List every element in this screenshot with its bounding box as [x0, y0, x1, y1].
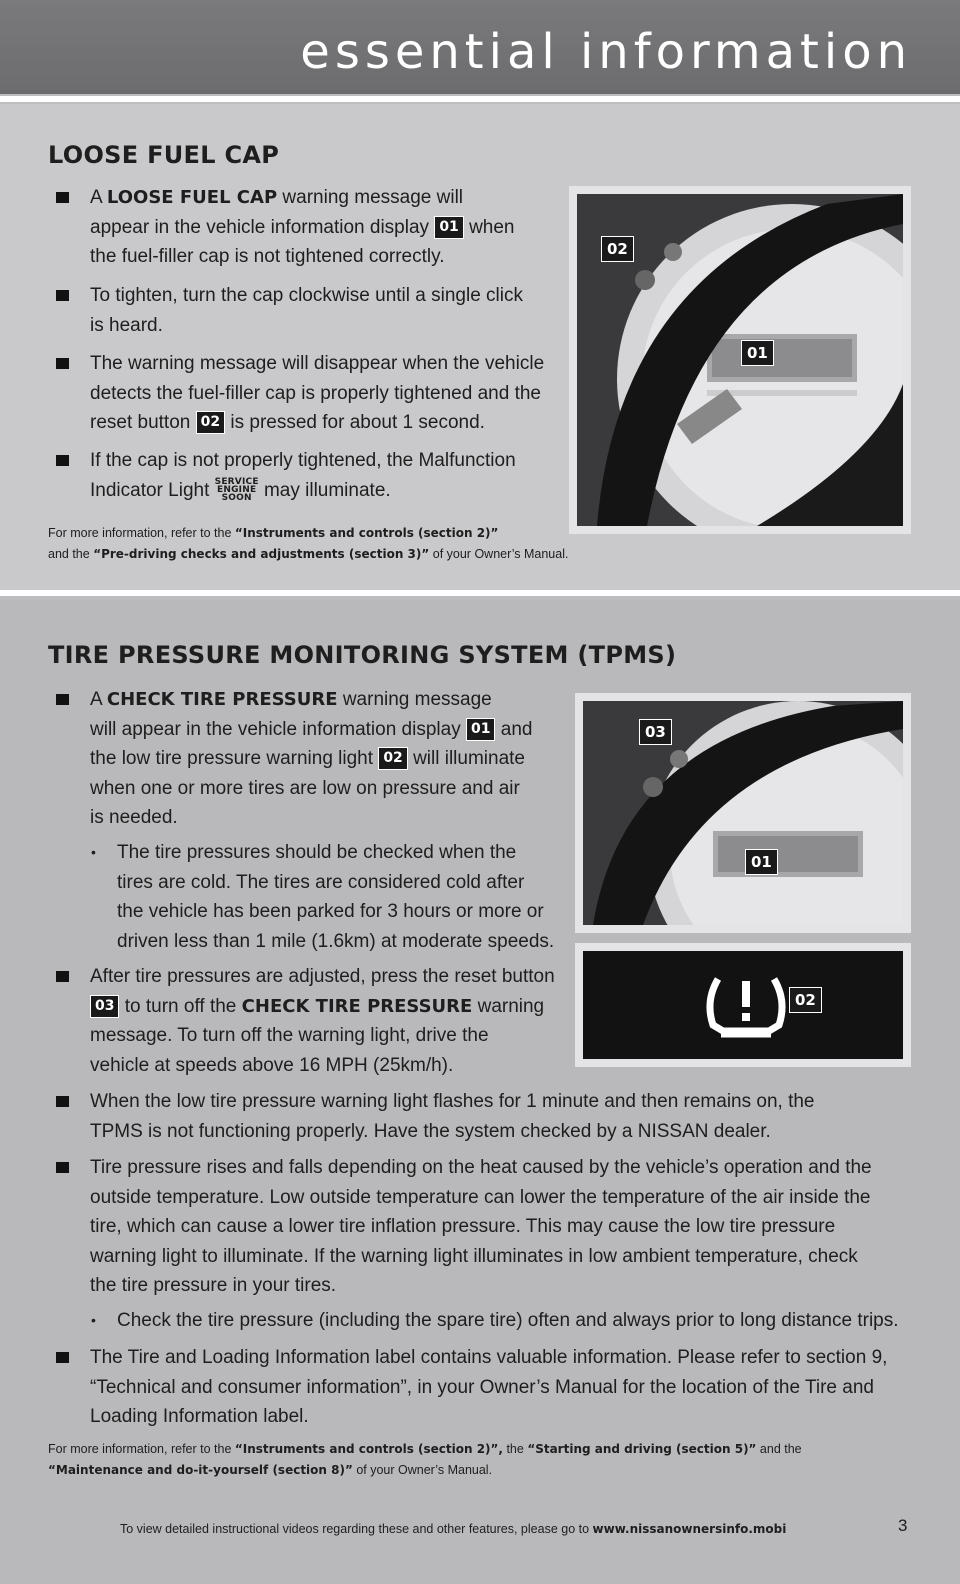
callout-tag: 02: [196, 411, 225, 434]
callout-tag: 02: [378, 747, 407, 770]
callout-tag: 01: [466, 718, 495, 741]
tpms-bullet-3: When the low tire pressure warning light flashes for 1 minute and then remains on, the TPMS is not functioning properly. Have the system checked by a NISSAN dealer.: [90, 1087, 930, 1146]
tpms-subbullet-1: • The tire pressures should be checked when the tires are cold. The tires are considered cold after the vehicle has been parked for 3 hours or more or driven less than 1 mile (1.6km) at moderate speeds.: [117, 838, 567, 956]
steering-wheel-photo-2: [575, 693, 911, 933]
loose-reference-note: For more information, refer to the “Instruments and controls (section 2)” and the “Pre-driving checks and adjustments (section 3)” of your Owner’s Manual.: [48, 526, 569, 561]
header-title: essential information: [300, 24, 912, 80]
photo-callout-02: 02: [789, 987, 822, 1013]
loose-bullet-3: The warning message will disappear when the vehicle detects the fuel-filler cap is properly tightened and the reset button 02 is pressed for about 1 second.: [90, 349, 560, 438]
tpms-bullet-5: The Tire and Loading Information label contains valuable information. Please refer to section 9, “Technical and consumer information”, in your Owner’s Manual for the location of the Tire and Loading Information label.: [90, 1343, 930, 1432]
footer-text: To view detailed instructional videos regarding these and other features, please go to www.nissanownersinfo.mobi: [120, 1522, 787, 1536]
tpms-bullet-2: After tire pressures are adjusted, press the reset button 03 to turn off the CHECK TIRE PRESSURE warning message. To turn off the warning light, drive the vehicle at speeds above 16 MPH (25km/h).: [90, 962, 565, 1080]
loose-fuel-cap-title: LOOSE FUEL CAP: [48, 141, 280, 169]
loose-bullet-1: A LOOSE FUEL CAP warning message will appear in the vehicle information display 01 when the fuel-filler cap is not tightened correctly.: [90, 183, 550, 272]
loose-bullet-4: If the cap is not properly tightened, the Malfunction Indicator Light SERVICE ENGINE SOON may illuminate.: [90, 446, 560, 505]
service-engine-soon-icon: SERVICE ENGINE SOON: [214, 476, 259, 503]
tpms-title: TIRE PRESSURE MONITORING SYSTEM (TPMS): [48, 641, 677, 669]
loose-bullet-2: To tighten, turn the cap clockwise until a single click is heard.: [90, 281, 560, 340]
tpms-reference-note: For more information, refer to the “Instruments and controls (section 2)”, the “Starting and driving (section 5)” and the “Maintenance and do-it-yourself (section 8)” of your Owner’s Manual.: [48, 1442, 802, 1477]
header-divider: [0, 96, 960, 102]
callout-tag: 03: [90, 995, 119, 1018]
tire-pressure-warning-icon: [583, 951, 903, 1059]
photo-callout-02: 02: [601, 236, 634, 262]
photo-callout-03: 03: [639, 719, 672, 745]
photo-callout-01: 01: [741, 340, 774, 366]
tpms-bullet-4: Tire pressure rises and falls depending on the heat caused by the vehicle’s operation and the outside temperature. Low outside temperature can lower the temperature of the air inside the tire, which can cause a lower tire inflation pressure. This may cause the low tire pressure warning light to illuminate. If the warning light illuminates in low ambient temperature, check the tire pressure in your tires.: [90, 1153, 930, 1301]
dashboard-illustration: [583, 701, 903, 925]
tpms-warning-light-photo: [575, 943, 911, 1067]
section-divider: [0, 590, 960, 596]
page-number: 3: [898, 1516, 908, 1535]
steering-wheel-photo-1: [569, 186, 911, 534]
page-header: [0, 0, 960, 94]
photo-callout-01: 01: [745, 849, 778, 875]
tpms-subbullet-2: • Check the tire pressure (including the spare tire) often and always prior to long distance trips.: [117, 1306, 937, 1336]
tpms-bullet-1: A CHECK TIRE PRESSURE warning message will appear in the vehicle information display 01 and the low tire pressure warning light 02 will illuminate when one or more tires are low on pressure and air is needed.: [90, 685, 560, 833]
callout-tag: 01: [434, 216, 463, 239]
footer-link[interactable]: www.nissanownersinfo.mobi: [592, 1522, 787, 1536]
